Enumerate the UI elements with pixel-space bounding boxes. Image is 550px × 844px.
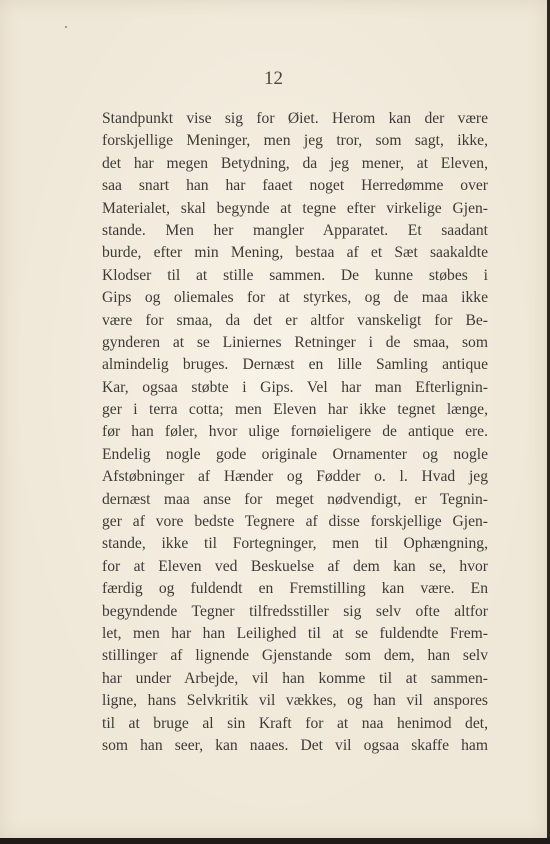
text-line: forskjellige Meninger, men jeg tror, som sagt, ikke,: [102, 132, 488, 150]
text-line: være for smaa, da det er altfor vanskeligt for Be-: [102, 311, 488, 329]
text-line: for at Eleven ved Beskuelse af dem kan se, hvor: [102, 557, 488, 575]
text-line: Kar, ogsaa støbte i Gips. Vel har man Efterlignin-: [102, 378, 488, 396]
text-line: ger af vore bedste Tegnere af disse forskjellige Gjen-: [102, 513, 488, 531]
text-line: som han seer, kan naaes. Det vil ogsaa skaffe ham: [102, 736, 488, 754]
text-line: saa snart han har faaet noget Herredømme over: [102, 177, 488, 195]
text-line: Standpunkt vise sig for Øiet. Herom kan der være: [102, 110, 488, 127]
text-line: det har megen Betydning, da jeg mener, at Eleven,: [102, 154, 488, 172]
text-line: gynderen at se Liniernes Retninger i de smaa, som: [102, 333, 488, 351]
page-number: 12: [264, 68, 283, 89]
text-line: før han føler, hvor ulige fornøieligere de antique ere.: [102, 423, 488, 441]
text-line: let, men har han Leilighed til at se fuldendte Frem-: [102, 624, 488, 642]
page-bottom-edge: [0, 838, 550, 844]
body-text: [102, 108, 488, 757]
text-line: Afstøbninger af Hænder og Fødder o. l. Hvad jeg: [102, 468, 488, 486]
text-line: Klodser til at stille sammen. De kunne støbes i: [102, 266, 488, 284]
text-line: burde, efter min Mening, bestaa af et Sæt saakaldte: [102, 244, 488, 262]
paper-speck: [65, 26, 67, 28]
text-line: har under Arbejde, vil han komme til at sammen-: [102, 669, 488, 687]
text-line: ger i terra cotta; men Eleven har ikke tegnet længe,: [102, 401, 488, 419]
text-line: Endelig nogle gode originale Ornamenter og nogle: [102, 445, 488, 463]
text-line: stillinger af lignende Gjenstande som dem, han selv: [102, 647, 488, 665]
text-line: almindelig bruges. Dernæst en lille Samling antique: [102, 356, 488, 374]
text-line: stande, ikke til Fortegninger, men til Ophængning,: [102, 535, 488, 553]
text-line: ligne, hans Selvkritik vil vækkes, og han vil anspores: [102, 692, 488, 710]
text-line: Gips og oliemales for at styrkes, og de maa ikke: [102, 289, 488, 307]
text-line: dernæst maa anse for meget nødvendigt, er Tegnin-: [102, 490, 488, 508]
text-line: til at bruge al sin Kraft for at naa henimod det,: [102, 714, 488, 732]
text-line: færdig og fuldendt en Fremstilling kan være. En: [102, 580, 488, 598]
text-line: Materialet, skal begynde at tegne efter virkelige Gjen-: [102, 199, 488, 217]
text-line: begyndende Tegner tilfredsstiller sig selv ofte altfor: [102, 602, 488, 620]
text-line: stande. Men her mangler Apparatet. Et saadant: [102, 221, 488, 239]
